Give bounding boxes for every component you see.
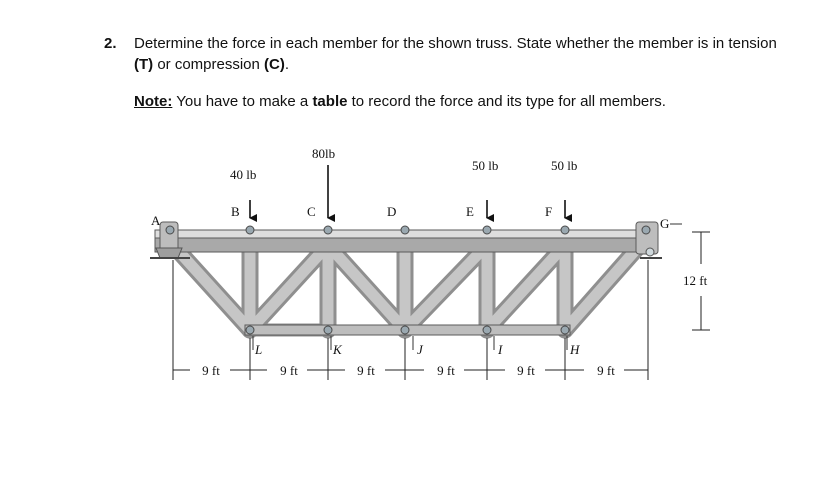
vertical-dimension xyxy=(683,232,710,330)
pin-c xyxy=(324,226,332,234)
pin-l xyxy=(246,326,254,334)
joint-label-j: J xyxy=(417,342,423,357)
height-label: 12 ft xyxy=(683,273,708,288)
joint-label-h: H xyxy=(570,342,580,357)
load-label-f: 50 lb xyxy=(551,158,578,173)
pin-k xyxy=(324,326,332,334)
note-text-b: to record the force and its type for all members. xyxy=(347,93,666,110)
note-label: Note: xyxy=(134,93,173,110)
joint-label-k: K xyxy=(333,342,342,357)
pin-b xyxy=(246,226,254,234)
compression-abbr: (C) xyxy=(264,56,285,73)
pin-a xyxy=(166,226,174,234)
joint-label-i: I xyxy=(498,342,503,357)
joint-label-g: G xyxy=(660,216,670,231)
note-table-word: table xyxy=(312,93,348,110)
load-label-b: 40 lb xyxy=(230,167,257,182)
top-chord-front-face xyxy=(155,238,655,252)
load-label-c: 80lb xyxy=(312,146,336,161)
problem-text-b: or compression xyxy=(153,56,265,73)
spacing-label-6: 9 ft xyxy=(597,363,615,378)
joint-label-e: E xyxy=(466,204,474,219)
joint-label-a: A xyxy=(151,213,161,228)
pin-j xyxy=(401,326,409,334)
problem-text-a: Determine the force in each member for the shown truss. State whether the member is in tension xyxy=(134,35,777,52)
spacing-label-2: 9 ft xyxy=(280,363,298,378)
spacing-label-4: 9 ft xyxy=(437,363,455,378)
pin-e xyxy=(483,226,491,234)
spacing-label-1: 9 ft xyxy=(202,363,220,378)
joint-label-d: D xyxy=(387,204,397,219)
pin-g xyxy=(642,226,650,234)
pin-support-a xyxy=(156,248,182,258)
joint-label-b: B xyxy=(231,204,240,219)
problem-number: 2. xyxy=(104,35,117,52)
joint-label-l: L xyxy=(255,342,263,357)
spacing-label-5: 9 ft xyxy=(517,363,535,378)
load-labels xyxy=(230,146,577,182)
pin-d xyxy=(401,226,409,234)
tension-abbr: (T) xyxy=(134,56,154,73)
roller-support-g xyxy=(646,248,654,256)
load-arrows xyxy=(250,165,565,218)
pin-f xyxy=(561,226,569,234)
load-label-e: 50 lb xyxy=(472,158,499,173)
note-text-a: You have to make a xyxy=(172,93,313,110)
joint-label-f: F xyxy=(545,204,553,219)
truss-members xyxy=(155,222,658,335)
problem-text-c: . xyxy=(284,56,290,73)
pin-h xyxy=(561,326,569,334)
pin-i xyxy=(483,326,491,334)
spacing-label-3: 9 ft xyxy=(357,363,375,378)
joint-label-c: C xyxy=(307,204,316,219)
